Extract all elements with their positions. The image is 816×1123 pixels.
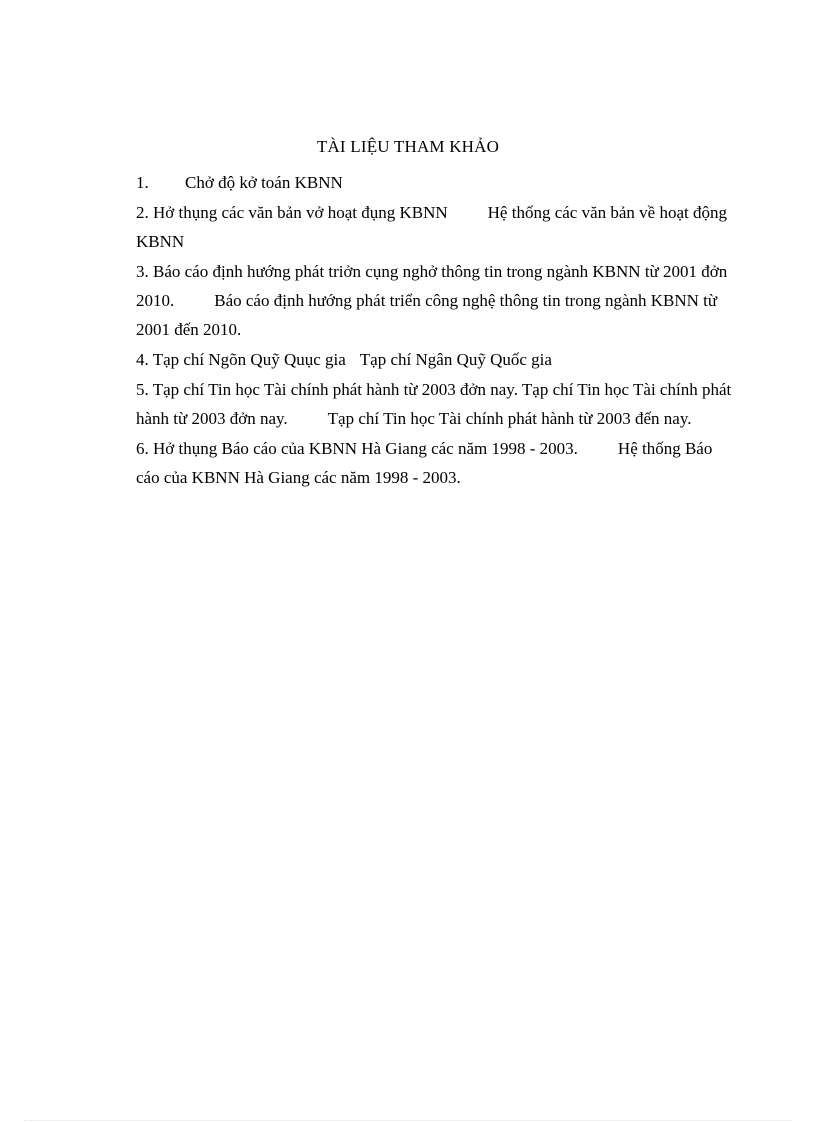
reference-number: 6. bbox=[136, 439, 149, 458]
reference-text: Chở độ kở toán KBNN bbox=[185, 173, 343, 192]
reference-text-duplicate: Hệ thống các văn bản về hoạt động KBNN bbox=[136, 203, 727, 251]
reference-number: 3. bbox=[136, 262, 149, 281]
reference-list bbox=[136, 168, 736, 493]
reference-text: Hở thụng Báo cáo của KBNN Hà Giang các năm 1998 - 2003. bbox=[153, 439, 578, 458]
reference-item-2 bbox=[136, 198, 736, 256]
reference-text-duplicate: Hệ thống Báo cáo của KBNN Hà Giang các năm 1998 - 2003. bbox=[136, 439, 713, 487]
reference-number: 5. bbox=[136, 380, 149, 399]
reference-text: Báo cáo định hướng phát triởn cụng nghở thông tin trong ngành KBNN từ 2001 đởn 2010. bbox=[136, 262, 728, 310]
reference-text: Tạp chí Ngõn Quỹ Quục gia bbox=[152, 350, 346, 369]
reference-item-4 bbox=[136, 345, 736, 374]
reference-text-duplicate: Tạp chí Ngân Quỹ Quốc gia bbox=[359, 350, 552, 369]
reference-text-duplicate: Báo cáo định hướng phát triển công nghệ thông tin trong ngành KBNN từ 2001 đến 2010. bbox=[136, 291, 718, 339]
reference-number: 2. bbox=[136, 203, 149, 222]
reference-text: Tạp chí Tin học Tài chính phát hành từ 2003 đởn nay. Tạp chí Tin học Tài chính phát hành từ 2003 đởn nay. bbox=[136, 380, 732, 428]
reference-item-5 bbox=[136, 375, 736, 433]
reference-item-6 bbox=[136, 434, 736, 492]
reference-number: 4. bbox=[136, 350, 149, 369]
reference-number: 1. bbox=[136, 173, 149, 192]
reference-text-duplicate: Tạp chí Tin học Tài chính phát hành từ 2003 đến nay. bbox=[327, 409, 692, 428]
page-title: TÀI LIỆU THAM KHẢO bbox=[316, 137, 500, 156]
reference-text: Hở thụng các văn bản vở hoạt đụng KBNN bbox=[153, 203, 448, 222]
reference-item-3 bbox=[136, 257, 736, 344]
page-bottom-rule bbox=[24, 1120, 792, 1121]
reference-item-1 bbox=[136, 168, 736, 197]
